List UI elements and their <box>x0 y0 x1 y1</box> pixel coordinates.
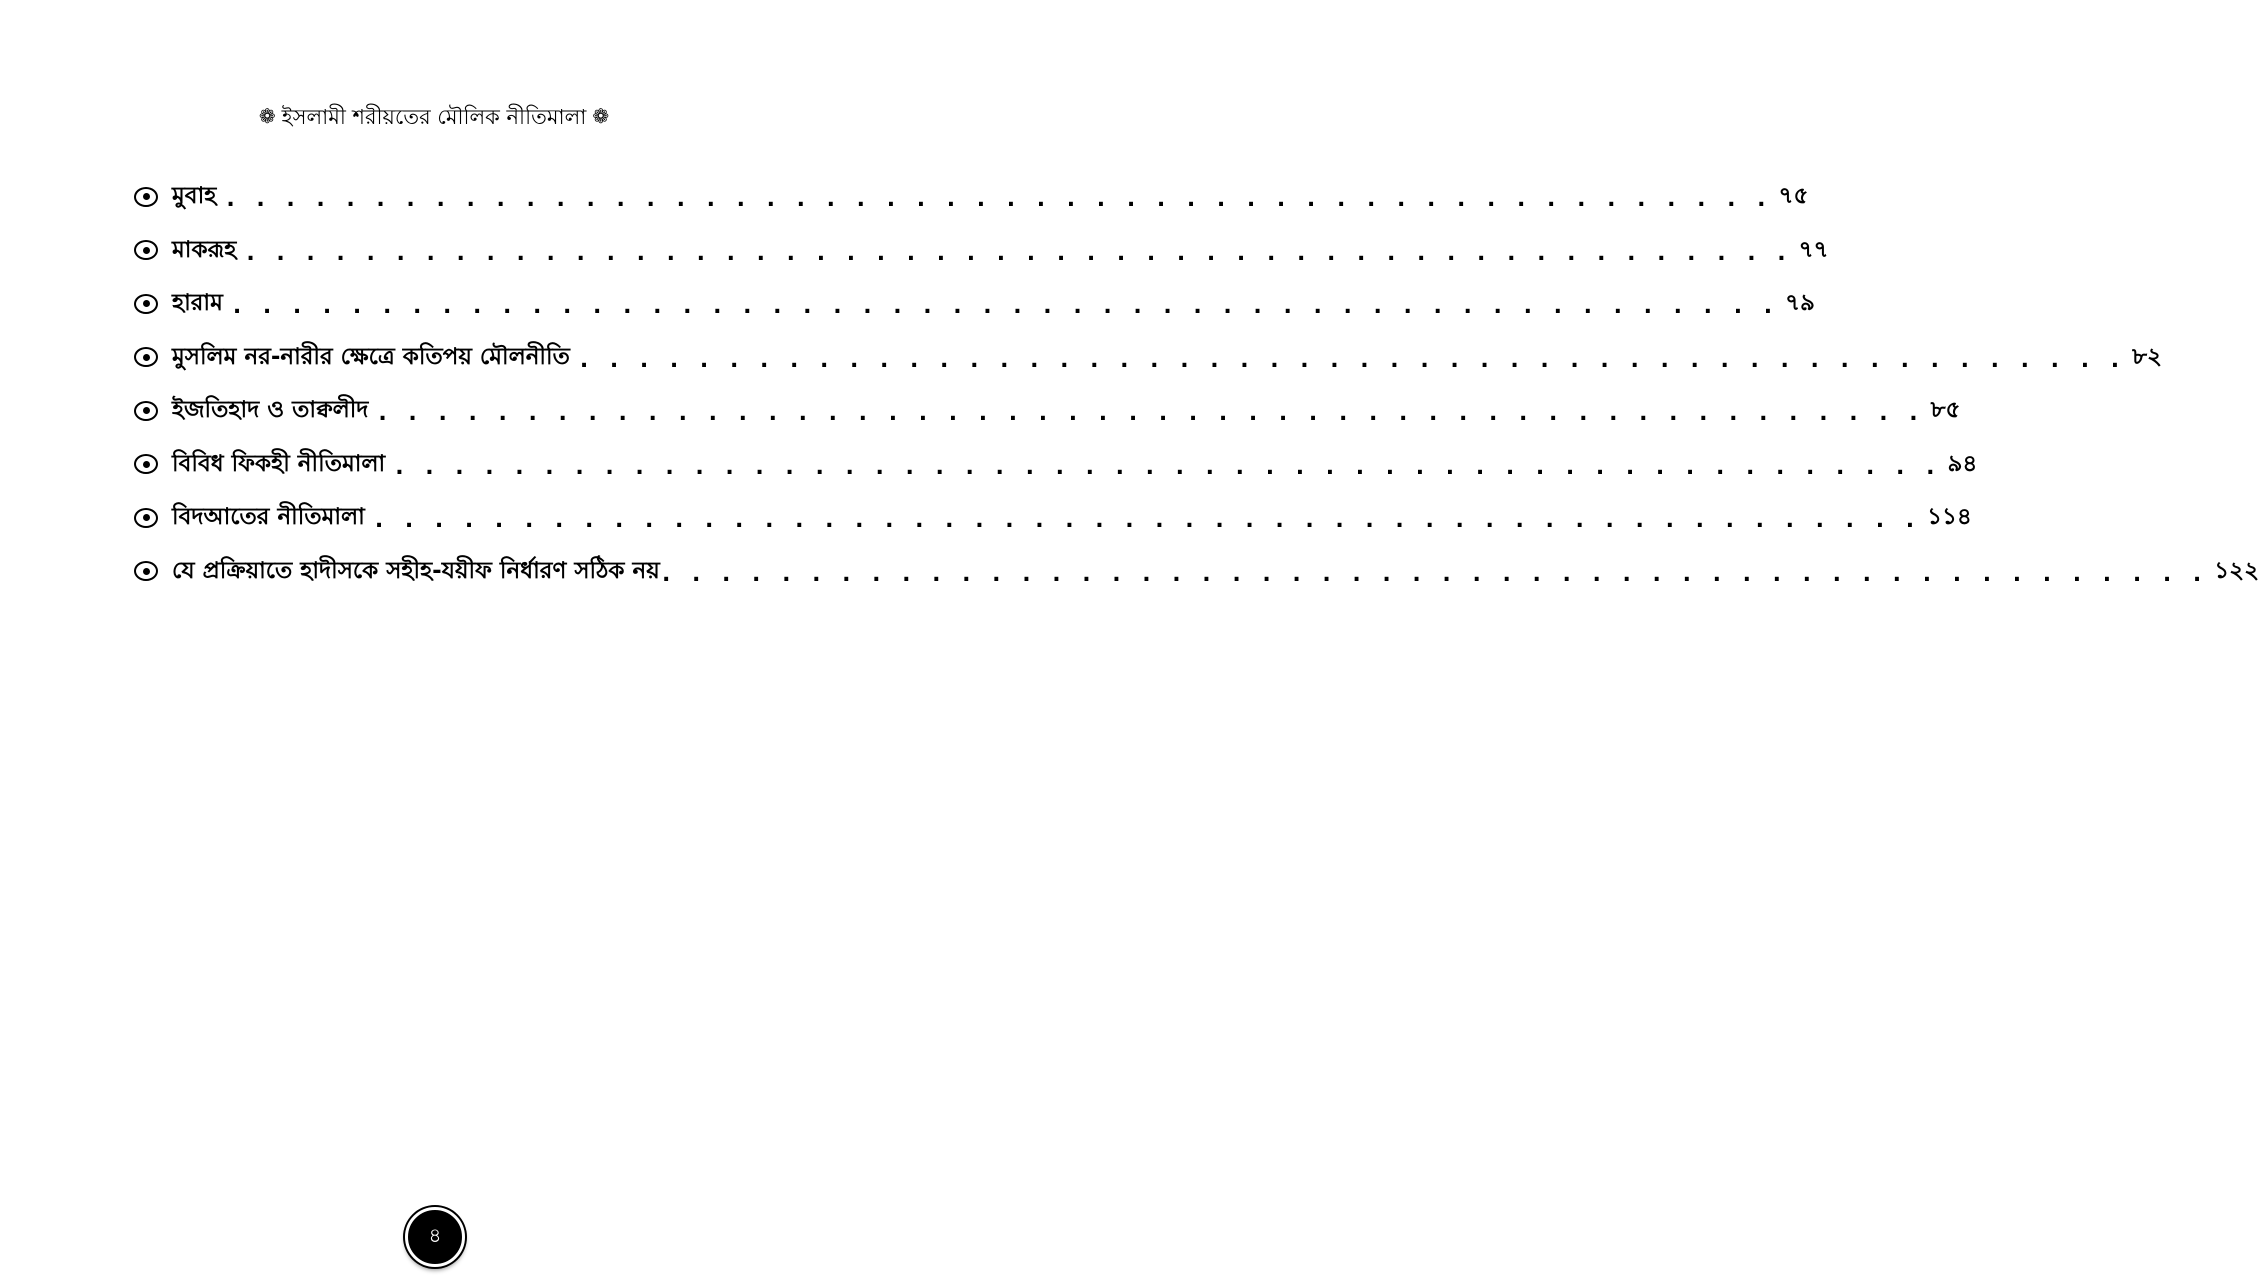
dot-leader: . . . . . . . . . . . . . . . . . . . . . . . . . . . . . . . . . . . . . . . . . . . . . . . . . . . . <box>374 508 1922 534</box>
toc-entry-page: ১১৪ <box>1927 504 1972 531</box>
circle-bullet-icon <box>134 187 158 207</box>
toc-entry-title: মুবাহ <box>172 183 217 210</box>
toc-entry-makruh[interactable] <box>134 224 1829 278</box>
dot-leader: . . . . . . . . . . . . . . . . . . . . . . . . . . . . . . . . . . . . . . . . . . . . . . . . . . . . <box>378 401 1925 427</box>
toc-entry-title: মুসলিম নর-নারীর ক্ষেত্রে কতিপয় মৌলনীতি <box>172 343 570 370</box>
toc-entry-page: ৭৭ <box>1798 236 1829 263</box>
toc-entry-mubah[interactable] <box>134 170 1809 224</box>
running-header <box>0 100 868 133</box>
circle-bullet-icon <box>134 561 158 581</box>
flower-ornament-icon: ❁ <box>592 104 610 128</box>
toc-entry-page: ৭৫ <box>1778 183 1809 210</box>
toc-entry-ijtihad[interactable] <box>134 384 1961 438</box>
book-title: ইসলামী শরীয়তের মৌলিক নীতিমালা <box>281 105 587 129</box>
circle-bullet-icon <box>134 454 158 474</box>
flower-ornament-icon: ❁ <box>258 104 276 128</box>
circle-bullet-icon <box>134 240 158 260</box>
toc-entry-haram[interactable] <box>134 277 1815 331</box>
toc-entry-page: ৭৯ <box>1785 290 1815 317</box>
dot-leader: . . . . . . . . . . . . . . . . . . . . . . . . . . . . . . . . . . . . . . . . . . . . . . . . . . . . <box>579 347 2127 373</box>
circle-bullet-icon <box>134 508 158 528</box>
toc-entry-title: বিবিধ ফিকহী নীতিমালা <box>172 450 386 477</box>
circle-bullet-icon <box>134 294 158 314</box>
toc-entry-hadith-grading[interactable] <box>134 545 2259 599</box>
dot-leader: . . . . . . . . . . . . . . . . . . . . . . . . . . . . . . . . . . . . . . . . . . . . . . . . . . . . <box>395 454 1942 480</box>
toc-entry-title: যে প্রক্রিয়াতে হাদীসকে সহীহ-যয়ীফ নির্ধারণ সঠিক নয় <box>172 557 660 584</box>
circle-bullet-icon <box>134 347 158 367</box>
toc-entry-title: হারাম <box>172 290 223 317</box>
toc-entry-page: ৯৪ <box>1947 450 1978 477</box>
toc-entry-title: ইজতিহাদ ও তাক্বলীদ <box>172 397 369 424</box>
dot-leader: . . . . . . . . . . . . . . . . . . . . . . . . . . . . . . . . . . . . . . . . . . . . . . . . . . . . <box>232 294 1780 320</box>
toc-entry-title: বিদআতের নীতিমালা <box>172 504 365 531</box>
toc-entry-page: ৮৫ <box>1930 397 1961 424</box>
toc-entry-muslim-principles[interactable] <box>134 331 2162 385</box>
dot-leader: . . . . . . . . . . . . . . . . . . . . . . . . . . . . . . . . . . . . . . . . . . . . . . . . . . . . <box>226 187 1773 213</box>
table-of-contents <box>134 170 2259 598</box>
dot-leader: . . . . . . . . . . . . . . . . . . . . . . . . . . . . . . . . . . . . . . . . . . . . . . . . . . . . <box>246 240 1793 266</box>
dot-leader: . . . . . . . . . . . . . . . . . . . . . . . . . . . . . . . . . . . . . . . . . . . . . . . . . . . . <box>662 561 2209 587</box>
page-number: ৪ <box>428 1222 442 1247</box>
page-number-badge <box>405 1207 465 1267</box>
toc-entry-fiqh-principles[interactable] <box>134 438 1978 492</box>
toc-entry-title: মাকরূহ <box>172 236 237 263</box>
circle-bullet-icon <box>134 401 158 421</box>
toc-entry-page: ৮২ <box>2132 343 2162 370</box>
toc-entry-bidah[interactable] <box>134 491 1972 545</box>
toc-entry-page: ১২২ <box>2214 557 2259 584</box>
